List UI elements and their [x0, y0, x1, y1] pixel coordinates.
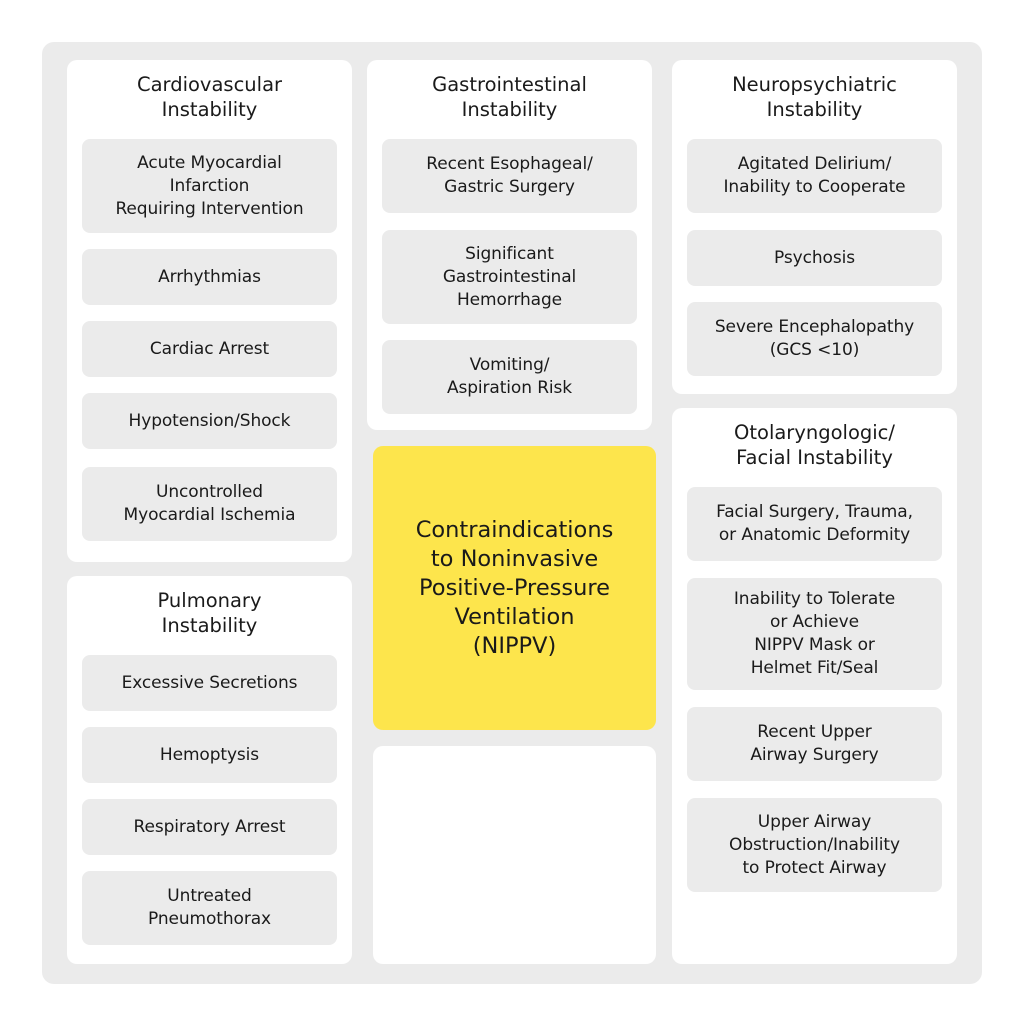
neuropsychiatric-panel	[672, 60, 957, 394]
oto-item-airway-obstruction: Upper Airway Obstruction/Inability to Protect Airway	[687, 798, 942, 892]
gi-item-aspiration-risk: Vomiting/ Aspiration Risk	[382, 340, 637, 414]
otolaryngologic-title: Otolaryngologic/ Facial Instability	[734, 421, 895, 469]
pulmonary-item-hemoptysis: Hemoptysis	[82, 727, 337, 783]
neuro-item-encephalopathy: Severe Encephalopathy (GCS <10)	[687, 302, 942, 376]
cardio-item-cardiac-arrest: Cardiac Arrest	[82, 321, 337, 377]
pulmonary-item-respiratory-arrest: Respiratory Arrest	[82, 799, 337, 855]
cardio-item-myocardial-infarction: Acute Myocardial Infarction Requiring Intervention	[82, 139, 337, 233]
cardio-item-arrhythmias: Arrhythmias	[82, 249, 337, 305]
gi-item-hemorrhage: Significant Gastrointestinal Hemorrhage	[382, 230, 637, 324]
neuro-item-agitated-delirium: Agitated Delirium/ Inability to Cooperate	[687, 139, 942, 213]
pulmonary-item-excessive-secretions: Excessive Secretions	[82, 655, 337, 711]
neuro-item-psychosis: Psychosis	[687, 230, 942, 286]
pulmonary-panel	[67, 576, 352, 964]
empty-panel	[373, 746, 656, 964]
gi-item-esophageal-surgery: Recent Esophageal/ Gastric Surgery	[382, 139, 637, 213]
gastrointestinal-panel	[367, 60, 652, 430]
cardio-item-hypotension-shock: Hypotension/Shock	[82, 393, 337, 449]
gastrointestinal-title: Gastrointestinal Instability	[432, 73, 587, 121]
oto-item-upper-airway-surgery: Recent Upper Airway Surgery	[687, 707, 942, 781]
neuropsychiatric-title: Neuropsychiatric Instability	[732, 73, 897, 121]
otolaryngologic-panel	[672, 408, 957, 964]
cardiovascular-title: Cardiovascular Instability	[136, 73, 283, 121]
cardio-item-myocardial-ischemia: Uncontrolled Myocardial Ischemia	[82, 467, 337, 541]
oto-item-facial-surgery: Facial Surgery, Trauma, or Anatomic Deformity	[687, 487, 942, 561]
diagram-center-title: Contraindications to Noninvasive Positive-Pressure Ventilation (NIPPV)	[373, 446, 656, 730]
pulmonary-title: Pulmonary Instability	[157, 589, 262, 637]
cardiovascular-panel	[67, 60, 352, 562]
oto-item-mask-fit: Inability to Tolerate or Achieve NIPPV Mask or Helmet Fit/Seal	[687, 578, 942, 690]
pulmonary-item-pneumothorax: Untreated Pneumothorax	[82, 871, 337, 945]
